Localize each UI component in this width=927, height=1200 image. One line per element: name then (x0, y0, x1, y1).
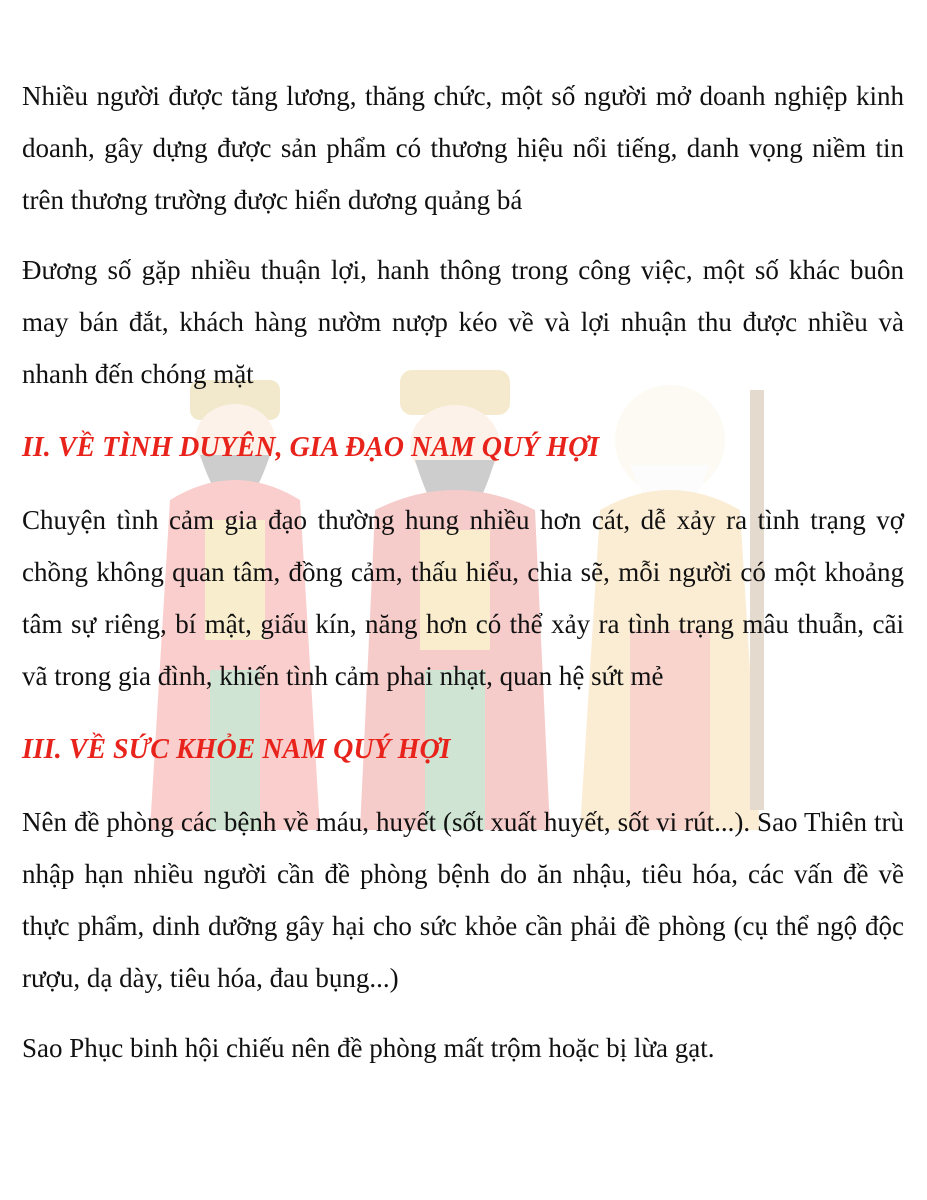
paragraph-promotion: Nhiều người được tăng lương, thăng chức, một số người mở doanh nghiệp kinh doanh, gây dựng được sản phẩm có thương hiệu nổi tiếng, danh vọng niềm tin trên thương trường được hiển dương quảng bá (22, 81, 904, 215)
document-page (22, 70, 904, 1074)
section-heading-love-family: II. VỀ TÌNH DUYÊN, GIA ĐẠO NAM QUÝ HỢI (22, 432, 600, 463)
paragraph-business: Đương số gặp nhiều thuận lợi, hanh thông trong công việc, một số khác buôn may bán đắt, khách hàng nườm nượp kéo về và lợi nhuận thu được nhiều và nhanh đến chóng mặt (22, 255, 904, 389)
paragraph-theft-warning: Sao Phục binh hội chiếu nên đề phòng mất trộm hoặc bị lừa gạt. (22, 1033, 715, 1063)
paragraph-health: Nên đề phòng các bệnh về máu, huyết (sốt xuất huyết, sốt vi rút...). Sao Thiên trù nhập hạn nhiều người cần đề phòng bệnh do ăn nhậu, tiêu hóa, các vấn đề về thực phẩm, dinh dưỡng gây hại cho sức khỏe cần phải đề phòng (cụ thể ngộ độc rượu, dạ dày, tiêu hóa, đau bụng...) (22, 807, 904, 993)
section-heading-health: III. VỀ SỨC KHỎE NAM QUÝ HỢI (22, 734, 451, 765)
paragraph-love-family: Chuyện tình cảm gia đạo thường hung nhiều hơn cát, dễ xảy ra tình trạng vợ chồng không quan tâm, đồng cảm, thấu hiểu, chia sẽ, mỗi người có một khoảng tâm sự riêng, bí mật, giấu kín, năng hơn có thể xảy ra tình trạng mâu thuẫn, cãi vã trong gia đình, khiến tình cảm phai nhạt, quan hệ sứt mẻ (22, 505, 904, 691)
